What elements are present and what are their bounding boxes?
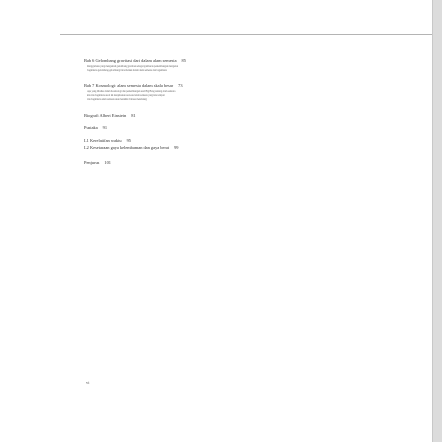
toc-desc-line: bagaimana gelombang-gelombang ini terbentuk dalam alam semesta dan bagaimana (87, 69, 167, 72)
toc-title: L2 Kesetaraan gaya kelembaman dan gaya berat (84, 145, 170, 150)
toc-desc-line: dan bagaimana alam semesta akan berakhir di masa mendatang (87, 98, 147, 101)
toc-page: 81 (131, 113, 136, 118)
toc-desc-line: Apa yang dibahas dalam Kosmologi dan perkembangan teori Big Bang tentang alam semesta (87, 90, 176, 93)
toc-title: Pustaka (84, 125, 98, 130)
toc-entry-pustaka (84, 125, 107, 130)
toc-page: 85 (181, 58, 186, 63)
toc-desc-line: Ranggamatra yang mengamati gelombang gravitasi sebagai gambaran perkembangan mengenai (87, 65, 178, 68)
header-rule (60, 0, 432, 35)
toc-entry-biografi (84, 113, 136, 118)
toc-entry-l1 (84, 138, 131, 143)
toc-page: 95 (126, 138, 131, 143)
toc-entry-penjurus (84, 160, 111, 165)
toc-entry-bab6 (84, 58, 186, 63)
toc-page: 99 (174, 145, 179, 150)
toc-title: L1 Kerelatifan waktu (84, 138, 122, 143)
toc-page: 101 (104, 160, 111, 165)
page-number: vi (86, 380, 90, 385)
page-edge (433, 0, 442, 442)
toc-entry-bab7 (84, 83, 183, 88)
toc-title: Biografi Albert Einstein (84, 113, 127, 118)
toc-desc-line: kita dan bagaimana teori ini menjelaskan asal-usul alam semesta yang kita tempati (87, 94, 165, 97)
toc-entry-l2 (84, 145, 178, 150)
toc-title: Penjurus (84, 160, 100, 165)
toc-title: Bab 7 Kosmologi: alam semesta dalam skala besar (84, 83, 174, 88)
toc-page: 73 (178, 83, 183, 88)
toc-title: Bab 6 Gelombang gravitasi dari dalam alam semesta (84, 58, 177, 63)
toc-page: 91 (102, 125, 108, 130)
